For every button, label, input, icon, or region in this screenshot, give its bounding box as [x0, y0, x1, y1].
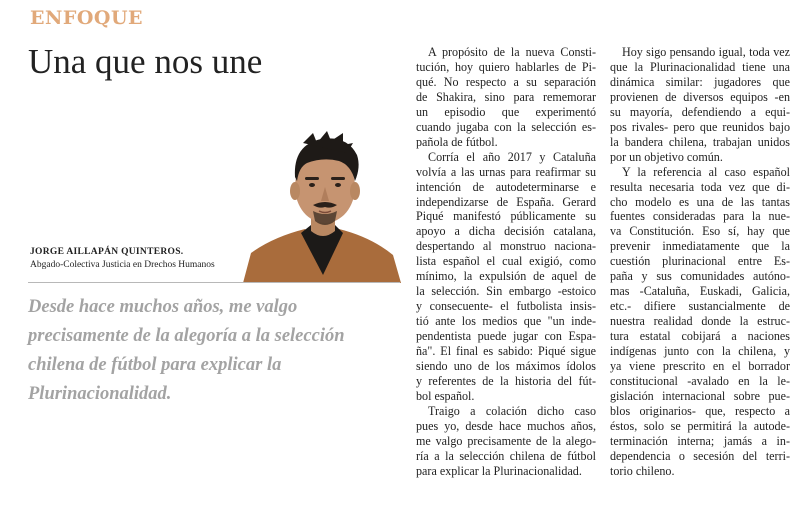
body-line: bol español. [416, 388, 475, 403]
body-column-2 [610, 45, 790, 479]
body-line: Hoy sigo pensando igual, toda vez [622, 45, 790, 59]
body-line: cho modelo es una de las tantas [610, 194, 790, 209]
body-line: volvía a las urnas para reafirmar su [416, 164, 596, 179]
body-paragraph [416, 45, 596, 150]
pull-quote-line: chilena de fútbol para explicar la [28, 355, 282, 375]
body-line: provienen de diversos equipos -en [610, 89, 790, 104]
body-line: siendo uno de los máximos ídolos [416, 359, 596, 374]
body-line: independizarse de España. Gerard [416, 194, 596, 209]
body-line: éstos, solo se permitirá la autode- [610, 418, 790, 433]
body-paragraph [610, 45, 790, 165]
body-line: constitucional -avalado en la le- [610, 373, 790, 388]
body-column-1 [416, 45, 596, 479]
body-line: me valgo precisamente de la alego- [416, 433, 596, 448]
body-line: va Constitución. Eso sí, hay que [610, 224, 790, 239]
body-line: etc.- difiere sustancialmente de [610, 299, 790, 314]
body-line: indígenas junto con la chilena, y [610, 344, 790, 359]
body-line: la selección. Sin embargo -estoico [416, 284, 596, 299]
author-portrait [243, 125, 401, 283]
body-line: ría a la selección chilena de fútbol [416, 448, 596, 463]
body-line: su mayoría, defendiendo a equi- [610, 104, 790, 119]
body-line: para explicar la Plurinacionalidad. [416, 463, 582, 478]
body-line: tución, hoy quiero hablarles de Pi- [416, 59, 596, 74]
body-line: cuestión plurinacional entre Es- [610, 254, 790, 269]
body-line: ya viene prescrito en el borrador [610, 359, 790, 374]
body-line: intención de autodeterminarse e [416, 179, 596, 194]
body-paragraph [416, 404, 596, 479]
body-line: paña y sus comunidades autóno- [610, 269, 790, 284]
body-line: ña". El final es sabido: Piqué sigue [416, 344, 596, 359]
pull-quote-line: Desde hace muchos años, me valgo [28, 297, 298, 317]
body-line: pos rivales- pero que reunidos bajo [610, 119, 790, 134]
pull-quote-line: Plurinacionalidad. [28, 384, 172, 404]
body-line: torio chileno. [610, 463, 675, 478]
body-line: Piqué manifestó públicamente su [416, 209, 596, 224]
body-line: Y la referencia al caso español [622, 164, 790, 179]
body-line: A propósito de la nueva Consti- [428, 45, 596, 59]
body-line: pues yo, desde hace muchos años, [416, 418, 596, 433]
body-line: terminación interna; jamás a in- [610, 433, 790, 448]
body-line: pendentista puede jugar con Espa- [416, 329, 596, 344]
headline: Una que nos une [28, 42, 263, 81]
body-line: mas -Cataluña, Euskadi, Galicia, [610, 284, 790, 299]
body-line: pañola de fútbol. [416, 134, 498, 149]
body-line: qué. No respecto a su separación [416, 74, 596, 89]
body-line: de Shakira, sino para rememorar [416, 89, 596, 104]
author-role: Abgado-Colectiva Justicia en Drechos Humanos [30, 260, 215, 270]
body-line: tió ante los medios que "un inde- [416, 314, 596, 329]
author-name: JORGE AILLAPÁN QUINTEROS. [30, 247, 184, 257]
body-line: Traigo a colación dicho caso [428, 403, 596, 418]
body-line: prevenir inmediatamente que la [610, 239, 790, 254]
body-line: la bandera chilena, trabajan unidos [610, 134, 790, 149]
body-line: fuentes consideradas para la nue- [610, 209, 790, 224]
divider [28, 282, 400, 283]
body-paragraph [416, 150, 596, 404]
pull-quote-line: precisamente de la alegoría a la selección [28, 326, 345, 346]
body-line: apoyo a dicha decisión catalana, [416, 224, 596, 239]
body-line: nuestra realidad donde la estruc- [610, 314, 790, 329]
body-line: blos originarios- que, respecto a [610, 403, 790, 418]
body-line: gislación internacional sobre pue- [610, 388, 790, 403]
body-line: resulta necesaria toda vez que di- [610, 179, 790, 194]
body-line: lista español el cual exigió, como [416, 254, 596, 269]
body-line: y consecuente- el futbolista insis- [416, 299, 596, 314]
body-line: dependencia o secesión del terri- [610, 448, 790, 463]
body-line: cuando jugaba con la selección es- [416, 119, 596, 134]
body-line: mínimo, la expulsión de aquel de [416, 269, 596, 284]
section-label: ENFOQUE [30, 7, 143, 29]
author-photo-illustration [243, 125, 401, 283]
body-line: un episodio que experimentó [416, 104, 596, 119]
body-line: Corría el año 2017 y Cataluña [428, 149, 596, 164]
body-line: despertando al monstruo naciona- [416, 239, 596, 254]
body-line: y referentes de la historia del fút- [416, 373, 596, 388]
body-line: tura estatal cobijará a naciones [610, 329, 790, 344]
pull-quote [28, 293, 408, 409]
body-line: por un objetivo común. [610, 149, 723, 164]
body-line: que la Plurinacionalidad tiene una [610, 59, 790, 74]
body-paragraph [610, 165, 790, 479]
body-line: dinámica similar: jugadores que [610, 74, 790, 89]
